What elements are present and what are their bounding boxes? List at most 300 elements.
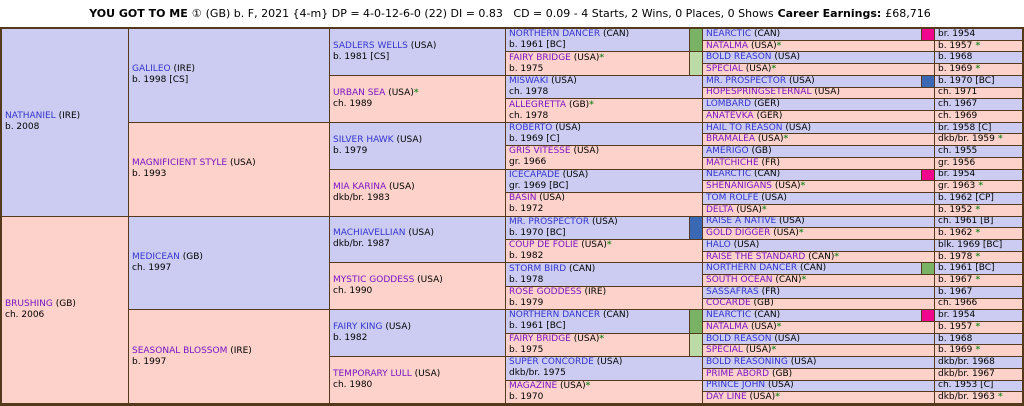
horse-name-link-south-ocean[interactable]: SOUTH OCEAN bbox=[706, 275, 773, 285]
horse-country: (USA) bbox=[552, 122, 581, 133]
horse-country: (USA) bbox=[733, 204, 762, 215]
horse-name-link-nearctic[interactable]: NEARCTIC bbox=[706, 169, 752, 180]
outcross-star: * bbox=[994, 134, 1003, 145]
pedigree-table bbox=[0, 27, 1024, 406]
circled-one-icon: ① bbox=[191, 7, 202, 20]
year-cell-sassafras bbox=[935, 287, 1022, 299]
pedigree-cell-gris-vitesse bbox=[506, 146, 703, 169]
pedigree-cell-magnificient-style bbox=[129, 123, 330, 217]
horse-name-link-northern-dancer[interactable]: NORTHERN DANCER bbox=[706, 263, 798, 274]
outcross-star: * bbox=[800, 181, 806, 192]
inbreeding-marker-green bbox=[921, 263, 934, 274]
horse-name-link-roberto[interactable]: ROBERTO bbox=[509, 122, 553, 133]
horse-name-link-bold-reason[interactable]: BOLD REASON bbox=[706, 333, 772, 344]
year-cell-bramalea bbox=[935, 134, 1022, 146]
horse-country: (USA) bbox=[776, 216, 805, 227]
horse-color-year: b. 1979 bbox=[509, 298, 544, 309]
horse-color-year: ch. 1978 bbox=[509, 87, 549, 98]
horse-country: (USA) bbox=[570, 333, 600, 344]
horse-color-year: dkb/br. 1959 * bbox=[938, 134, 1003, 145]
pedigree-cell-storm-bird bbox=[506, 263, 703, 286]
horse-color-year: b. 1978 bbox=[509, 274, 544, 285]
pedigree-cell-northern-dancer bbox=[506, 310, 703, 333]
horse-country: (USA) bbox=[578, 240, 607, 251]
horse-color-year: b. 1967 * bbox=[938, 275, 981, 285]
year-cell-anatevka bbox=[935, 111, 1022, 123]
horse-color-year: b. 1981 [CS] bbox=[333, 51, 390, 62]
inbreeding-marker-magenta bbox=[921, 170, 934, 181]
year-cell-day-line bbox=[935, 392, 1022, 404]
horse-color-year: b. 1982 bbox=[509, 251, 544, 262]
pedigree-cell-mia-karina bbox=[330, 170, 506, 217]
horse-country: (USA) bbox=[405, 228, 434, 239]
horse-color-year: b. 1970 bbox=[509, 391, 544, 402]
horse-name-link-mr-prospector[interactable]: MR. PROSPECTOR bbox=[706, 75, 787, 86]
year-cell-gold-digger bbox=[935, 228, 1022, 240]
horse-country: (USA) bbox=[765, 380, 794, 391]
pedigree-cell-bramalea bbox=[703, 134, 935, 146]
horse-name-link-temporary-lull[interactable]: TEMPORARY LULL bbox=[333, 369, 412, 380]
horse-name-link-day-line[interactable]: DAY LINE bbox=[706, 392, 747, 403]
horse-name-link-raise-a-native[interactable]: RAISE A NATIVE bbox=[706, 216, 777, 227]
pedigree-cell-mr-prospector bbox=[703, 76, 935, 88]
pedigree-cell-hail-to-reason bbox=[703, 123, 935, 135]
outcross-star: * bbox=[599, 333, 605, 344]
horse-name-link-halo[interactable]: HALO bbox=[706, 239, 731, 250]
horse-country: (CAN) bbox=[600, 29, 630, 40]
year-cell-nearctic bbox=[935, 310, 1022, 322]
outcross-star: * bbox=[798, 228, 804, 239]
horse-country: (USA) bbox=[770, 228, 799, 239]
horse-name-link-allegretta[interactable]: ALLEGRETTA bbox=[509, 99, 567, 110]
horse-country: (GB) bbox=[566, 99, 590, 110]
pedigree-cell-rose-goddess bbox=[506, 287, 703, 310]
year-cell-bold-reason bbox=[935, 52, 1022, 64]
pedigree-cell-cocarde bbox=[703, 299, 935, 311]
outcross-star: * bbox=[783, 134, 789, 145]
horse-name-link-gold-digger[interactable]: GOLD DIGGER bbox=[706, 228, 771, 239]
horse-country: (USA) bbox=[748, 321, 777, 332]
horse-name-link-coup-de-folie[interactable]: COUP DE FOLIE bbox=[509, 240, 579, 251]
horse-country: (CAN) bbox=[600, 310, 630, 321]
horse-color-year: b. 1952 * bbox=[938, 204, 981, 215]
pedigree-cell-tom-rolfe bbox=[703, 193, 935, 205]
pedigree-cell-galileo bbox=[129, 29, 330, 123]
pedigree-cell-bold-reason bbox=[703, 334, 935, 346]
pedigree-cell-sadlers-wells bbox=[330, 29, 506, 76]
pedigree-cell-south-ocean bbox=[703, 275, 935, 287]
horse-country: (USA) bbox=[411, 369, 441, 380]
horse-country: (USA) bbox=[570, 146, 600, 157]
horse-country: (USA) bbox=[382, 322, 411, 333]
year-cell-bold-reason bbox=[935, 334, 1022, 346]
horse-country: (USA) bbox=[811, 87, 840, 98]
inbreeding-marker-magenta bbox=[921, 29, 934, 40]
pedigree-cell-icecapade bbox=[506, 170, 703, 193]
horse-country: (IRE) bbox=[170, 64, 196, 75]
horse-color-year: b. 2008 bbox=[5, 122, 40, 133]
horse-color-year: ch. 1969 bbox=[938, 111, 978, 121]
horse-name-link-storm-bird[interactable]: STORM BIRD bbox=[509, 263, 567, 274]
year-cell-prince-john bbox=[935, 381, 1022, 393]
horse-color-year: ch. 1978 bbox=[509, 110, 549, 121]
outcross-star: * bbox=[994, 392, 1003, 403]
inbreeding-marker-green bbox=[689, 29, 702, 51]
horse-country: (CAN) bbox=[797, 263, 827, 274]
horse-color-year: b. 1969 * bbox=[938, 64, 981, 75]
year-cell-cocarde bbox=[935, 299, 1022, 311]
horse-country: (CAN) bbox=[751, 29, 781, 39]
horse-color-year: b. 1975 bbox=[509, 63, 544, 74]
horse-color-year: dkb/br. 1975 bbox=[509, 368, 566, 379]
horse-name: YOU GOT TO ME bbox=[89, 7, 188, 20]
horse-name-link-magnificient-style[interactable]: MAGNIFICIENT STYLE bbox=[132, 158, 228, 169]
pedigree-cell-silver-hawk bbox=[330, 123, 506, 170]
horse-name-link-lombard[interactable]: LOMBARD bbox=[706, 99, 752, 110]
horse-name-link-fairy-king[interactable]: FAIRY KING bbox=[333, 322, 383, 333]
pedigree-cell-medicean bbox=[129, 217, 330, 311]
horse-country: (USA) bbox=[548, 76, 577, 87]
horse-country: (CAN) bbox=[566, 263, 596, 274]
horse-color-year: b. 1962 * bbox=[938, 228, 981, 239]
horse-color-year: dkb/br. 1987 bbox=[333, 239, 390, 250]
pedigree-cell-fairy-bridge bbox=[506, 52, 703, 75]
outcross-star: * bbox=[972, 321, 981, 332]
outcross-star: * bbox=[599, 52, 605, 63]
horse-name-link-fairy-bridge[interactable]: FAIRY BRIDGE bbox=[509, 333, 571, 344]
pedigree-cell-nearctic bbox=[703, 170, 935, 182]
inbreeding-marker-green bbox=[689, 310, 702, 332]
pedigree-cell-mr-prospector bbox=[506, 217, 703, 240]
pedigree-cell-prime-abord bbox=[703, 369, 935, 381]
horse-name-link-brushing[interactable]: BRUSHING bbox=[5, 298, 53, 309]
horse-country: (USA) bbox=[742, 345, 772, 356]
year-cell-special bbox=[935, 64, 1022, 76]
pedigree-cell-anatevka bbox=[703, 111, 935, 123]
horse-name-link-sadlers-wells[interactable]: SADLERS WELLS bbox=[333, 40, 408, 51]
horse-name-link-prince-john[interactable]: PRINCE JOHN bbox=[706, 380, 766, 391]
year-cell-northern-dancer bbox=[935, 263, 1022, 275]
horse-color-year: b. 1972 bbox=[509, 204, 544, 215]
horse-color-year: ch. 1961 [B] bbox=[938, 216, 994, 227]
horse-color-year: b. 1998 [CS] bbox=[132, 75, 189, 86]
horse-name-link-hopespringseternal[interactable]: HOPESPRINGSETERNAL bbox=[706, 87, 812, 98]
pedigree-cell-shenanigans bbox=[703, 181, 935, 193]
pedigree-cell-fairy-bridge bbox=[506, 334, 703, 357]
horse-color-year: b. 1961 [BC] bbox=[938, 263, 995, 274]
horse-name-link-super-concorde[interactable]: SUPER CONCORDE bbox=[509, 357, 594, 368]
pedigree-cell-delta bbox=[703, 205, 935, 217]
horse-country: (USA) bbox=[755, 134, 784, 145]
horse-name-link-cocarde[interactable]: COCARDE bbox=[706, 298, 751, 309]
horse-country: (USA) bbox=[748, 40, 777, 51]
year-cell-prime-abord bbox=[935, 369, 1022, 381]
horse-country: (USA) bbox=[385, 87, 414, 98]
horse-name-link-bold-reasoning[interactable]: BOLD REASONING bbox=[706, 357, 788, 367]
horse-country: (CAN) bbox=[805, 251, 835, 262]
horse-country: (USA) bbox=[593, 357, 623, 368]
pedigree-cell-super-concorde bbox=[506, 357, 703, 380]
horse-color-year: ch. 1997 bbox=[132, 262, 172, 273]
horse-country: (USA) bbox=[414, 275, 443, 286]
year-cell-amerigo bbox=[935, 146, 1022, 158]
horse-color-year: ch. 2006 bbox=[5, 309, 45, 320]
year-cell-delta bbox=[935, 205, 1022, 217]
pedigree-cell-northern-dancer bbox=[703, 263, 935, 275]
year-cell-raise-the-standard bbox=[935, 252, 1022, 264]
pedigree-cell-halo bbox=[703, 240, 935, 252]
horse-color-year: b. 1993 bbox=[132, 169, 167, 180]
horse-country: (GER) bbox=[753, 111, 783, 121]
pedigree-cell-matchiche bbox=[703, 158, 935, 170]
inbreeding-marker-lightgreen bbox=[689, 334, 702, 356]
pedigree-cell-brushing bbox=[2, 217, 129, 405]
horse-color-year: gr. 1963 * bbox=[938, 181, 984, 192]
pedigree-cell-allegretta bbox=[506, 99, 703, 122]
horse-color-year: b. 1970 [BC] bbox=[509, 227, 566, 238]
pedigree-cell-amerigo bbox=[703, 146, 935, 158]
horse-color-year: dkb/br. 1963 * bbox=[938, 392, 1003, 403]
horse-country: (IRE) bbox=[581, 287, 607, 298]
horse-color-year: b. 1997 bbox=[132, 356, 167, 367]
horse-country: (GB) bbox=[748, 146, 772, 157]
pedigree-cell-lombard bbox=[703, 99, 935, 111]
horse-country: (USA) bbox=[742, 64, 772, 75]
horse-name-link-miswaki[interactable]: MISWAKI bbox=[509, 76, 549, 87]
outcross-star: * bbox=[585, 380, 591, 391]
horse-color-year: gr. 1966 bbox=[509, 157, 547, 168]
horse-color-year: ch. 1980 bbox=[333, 380, 373, 391]
career-earnings-label: Career Earnings: bbox=[777, 7, 882, 20]
horse-country: (IRE) bbox=[55, 111, 81, 122]
outcross-star: * bbox=[972, 204, 981, 215]
horse-name-link-natalma[interactable]: NATALMA bbox=[706, 321, 749, 332]
pedigree-cell-raise-a-native bbox=[703, 217, 935, 229]
horse-name-link-bold-reason[interactable]: BOLD REASON bbox=[706, 52, 772, 63]
horse-country: (GB) bbox=[750, 298, 774, 309]
outcross-star: * bbox=[776, 40, 782, 51]
horse-country: (USA) bbox=[227, 158, 256, 169]
outcross-star: * bbox=[972, 40, 981, 51]
horse-name-link-bramalea[interactable]: BRAMALEA bbox=[706, 134, 755, 145]
horse-color-year: br. 1954 bbox=[938, 310, 976, 321]
horse-name-link-silver-hawk[interactable]: SILVER HAWK bbox=[333, 134, 394, 145]
horse-color-year: b. 1968 bbox=[938, 52, 973, 63]
horse-name-link-fairy-bridge[interactable]: FAIRY BRIDGE bbox=[509, 52, 571, 63]
pedigree-cell-day-line bbox=[703, 392, 935, 404]
year-cell-south-ocean bbox=[935, 275, 1022, 287]
horse-name-link-mystic-goddess[interactable]: MYSTIC GODDESS bbox=[333, 275, 415, 286]
year-cell-bold-reasoning bbox=[935, 357, 1022, 369]
horse-country: (USA) bbox=[557, 380, 586, 391]
outcross-star: * bbox=[972, 228, 981, 239]
horse-color-year: b. 1969 [C] bbox=[509, 133, 560, 144]
horse-name-link-medicean[interactable]: MEDICEAN bbox=[132, 251, 180, 262]
horse-color-year: dkb/br. 1968 bbox=[938, 357, 995, 367]
horse-country: (GER) bbox=[751, 99, 780, 110]
horse-country: (FR) bbox=[758, 286, 781, 297]
horse-country: (USA) bbox=[758, 193, 787, 203]
pedigree-cell-miswaki bbox=[506, 76, 703, 99]
pedigree-cell-fairy-king bbox=[330, 310, 506, 357]
horse-color-year: br. 1958 [C] bbox=[938, 122, 992, 133]
pedigree-cell-nathaniel bbox=[2, 29, 129, 217]
horse-country: (CAN) bbox=[751, 169, 781, 180]
horse-color-year: b. 1970 [BC] bbox=[938, 75, 995, 86]
horse-country: (USA) bbox=[787, 357, 817, 367]
pedigree-cell-nearctic bbox=[703, 310, 935, 322]
horse-name-link-mia-karina[interactable]: MIA KARINA bbox=[333, 181, 387, 192]
horse-color-year: blk. 1969 [BC] bbox=[938, 239, 1003, 250]
horse-country: (USA) bbox=[393, 134, 423, 145]
year-cell-halo bbox=[935, 240, 1022, 252]
horse-name-link-matchiche[interactable]: MATCHICHE bbox=[706, 157, 759, 168]
pedigree-cell-sassafras bbox=[703, 287, 935, 299]
year-cell-hopespringseternal bbox=[935, 88, 1022, 100]
outcross-star: * bbox=[771, 345, 777, 356]
horse-color-year: ch. 1955 bbox=[938, 146, 978, 157]
horse-name-link-icecapade[interactable]: ICECAPADE bbox=[509, 169, 560, 180]
pedigree-cell-coup-de-folie bbox=[506, 240, 703, 263]
horse-name-link-special[interactable]: SPECIAL bbox=[706, 64, 743, 75]
horse-country: (USA) bbox=[536, 193, 565, 204]
pedigree-cell-prince-john bbox=[703, 381, 935, 393]
pedigree-cell-natalma bbox=[703, 41, 935, 53]
outcross-star: * bbox=[972, 64, 981, 75]
horse-name-link-gris-vitesse[interactable]: GRIS VITESSE bbox=[509, 146, 571, 157]
horse-color-year: b. 1978 * bbox=[938, 251, 981, 262]
outcross-star: * bbox=[761, 204, 767, 215]
pedigree-cell-urban-sea bbox=[330, 76, 506, 123]
horse-name-link-urban-sea[interactable]: URBAN SEA bbox=[333, 87, 386, 98]
pedigree-cell-magazine bbox=[506, 381, 703, 404]
year-cell-hail-to-reason bbox=[935, 123, 1022, 135]
inbreeding-marker-blue bbox=[921, 76, 934, 87]
horse-name-link-northern-dancer[interactable]: NORTHERN DANCER bbox=[509, 29, 601, 40]
outcross-star: * bbox=[775, 392, 780, 403]
horse-country: (USA) bbox=[589, 216, 618, 227]
horse-color-year: b. 1961 [BC] bbox=[509, 40, 566, 51]
pedigree-cell-temporary-lull bbox=[330, 357, 506, 404]
horse-color-year: ch. 1989 bbox=[333, 98, 373, 109]
horse-name-link-amerigo[interactable]: AMERIGO bbox=[706, 146, 749, 157]
horse-color-year: b. 1975 bbox=[509, 344, 544, 355]
horse-country: (USA) bbox=[771, 52, 801, 63]
outcross-star: * bbox=[413, 87, 419, 98]
year-cell-raise-a-native bbox=[935, 217, 1022, 229]
outcross-star: * bbox=[801, 275, 807, 285]
horse-color-year: ch. 1971 bbox=[938, 87, 978, 98]
pedigree-cell-basin bbox=[506, 193, 703, 216]
horse-color-year: br. 1954 bbox=[938, 169, 976, 180]
pedigree-cell-special bbox=[703, 345, 935, 357]
horse-country: (GB) bbox=[179, 251, 203, 262]
horse-color-year: ch. 1953 [C] bbox=[938, 380, 994, 391]
pedigree-cell-nearctic bbox=[703, 29, 935, 41]
pedigree-cell-seasonal-blossom bbox=[129, 310, 330, 404]
horse-name-link-nathaniel[interactable]: NATHANIEL bbox=[5, 111, 56, 122]
pedigree-cell-mystic-goddess bbox=[330, 263, 506, 310]
pedigree-cell-roberto bbox=[506, 123, 703, 146]
outcross-star: * bbox=[834, 251, 840, 262]
horse-name-link-mr-prospector[interactable]: MR. PROSPECTOR bbox=[509, 216, 590, 227]
horse-color-year: b. 1979 bbox=[333, 145, 368, 156]
horse-country: (USA) bbox=[730, 239, 760, 250]
outcross-star: * bbox=[771, 64, 777, 75]
year-cell-mr-prospector bbox=[935, 76, 1022, 88]
horse-name-link-hail-to-reason[interactable]: HAIL TO REASON bbox=[706, 122, 783, 133]
horse-name-link-seasonal-blossom[interactable]: SEASONAL BLOSSOM bbox=[132, 345, 228, 356]
horse-country: (USA) bbox=[559, 169, 589, 180]
horse-name-link-special[interactable]: SPECIAL bbox=[706, 345, 743, 356]
horse-name-link-sassafras[interactable]: SASSAFRAS bbox=[706, 286, 759, 297]
horse-name-link-nearctic[interactable]: NEARCTIC bbox=[706, 29, 752, 39]
inbreeding-marker-lightgreen bbox=[689, 52, 702, 74]
horse-name-link-anatevka[interactable]: ANATEVKA bbox=[706, 111, 754, 121]
horse-name-link-machiavellian[interactable]: MACHIAVELLIAN bbox=[333, 228, 406, 239]
horse-country: (CAN) bbox=[772, 275, 802, 285]
horse-name-link-magazine[interactable]: MAGAZINE bbox=[509, 380, 558, 391]
outcross-star: * bbox=[975, 181, 984, 192]
horse-name-link-basin[interactable]: BASIN bbox=[509, 193, 537, 204]
horse-color-year: dkb/br. 1967 bbox=[938, 368, 995, 379]
horse-name-link-prime-abord[interactable]: PRIME ABORD bbox=[706, 368, 770, 379]
horse-name-link-tom-rolfe[interactable]: TOM ROLFE bbox=[706, 193, 759, 203]
pedigree-cell-bold-reason bbox=[703, 52, 935, 64]
horse-country: (USA) bbox=[771, 333, 801, 344]
horse-country: (USA) bbox=[746, 392, 776, 403]
horse-summary-header bbox=[0, 0, 1024, 27]
year-cell-nearctic bbox=[935, 29, 1022, 41]
pedigree-cell-bold-reasoning bbox=[703, 357, 935, 369]
year-cell-nearctic bbox=[935, 170, 1022, 182]
horse-color-year: dkb/br. 1983 bbox=[333, 192, 390, 203]
horse-color-year: ch. 1990 bbox=[333, 286, 373, 297]
year-cell-shenanigans bbox=[935, 181, 1022, 193]
outcross-star: * bbox=[776, 321, 782, 332]
career-earnings-value: £68,716 bbox=[885, 7, 931, 20]
horse-name-link-delta[interactable]: DELTA bbox=[706, 204, 734, 215]
horse-name-link-natalma[interactable]: NATALMA bbox=[706, 40, 749, 51]
horse-name-link-galileo[interactable]: GALILEO bbox=[132, 64, 171, 75]
year-cell-natalma bbox=[935, 41, 1022, 53]
inbreeding-marker-magenta bbox=[921, 310, 934, 321]
horse-color-year: b. 1957 * bbox=[938, 321, 981, 332]
horse-name-link-rose-goddess[interactable]: ROSE GODDESS bbox=[509, 287, 582, 298]
horse-country: (IRE) bbox=[227, 345, 252, 356]
outcross-star: * bbox=[606, 240, 612, 251]
outcross-star: * bbox=[972, 251, 981, 262]
horse-color-year: b. 1969 * bbox=[938, 345, 981, 356]
year-cell-matchiche bbox=[935, 158, 1022, 170]
horse-country: (FR) bbox=[758, 157, 780, 168]
year-cell-tom-rolfe bbox=[935, 193, 1022, 205]
horse-details: (GB) b. F, 2021 {4-m} DP = 4-0-12-6-0 (22) DI = 0.83 CD = 0.09 - 4 Starts, 2 Wins, 0 Places, 0 Shows bbox=[205, 7, 774, 20]
horse-color-year: b. 1982 bbox=[333, 333, 368, 344]
pedigree-cell-raise-the-standard bbox=[703, 252, 935, 264]
horse-name-link-raise-the-standard[interactable]: RAISE THE STANDARD bbox=[706, 251, 806, 262]
pedigree-cell-hopespringseternal bbox=[703, 88, 935, 100]
horse-name-link-northern-dancer[interactable]: NORTHERN DANCER bbox=[509, 310, 601, 321]
horse-color-year: b. 1968 bbox=[938, 333, 973, 344]
pedigree-cell-special bbox=[703, 64, 935, 76]
horse-color-year: b. 1961 [BC] bbox=[509, 321, 566, 332]
horse-name-link-nearctic[interactable]: NEARCTIC bbox=[706, 310, 752, 321]
horse-country: (USA) bbox=[772, 181, 801, 192]
inbreeding-marker-blue bbox=[689, 217, 702, 239]
horse-name-link-shenanigans[interactable]: SHENANIGANS bbox=[706, 181, 773, 192]
horse-country: (USA) bbox=[407, 40, 437, 51]
